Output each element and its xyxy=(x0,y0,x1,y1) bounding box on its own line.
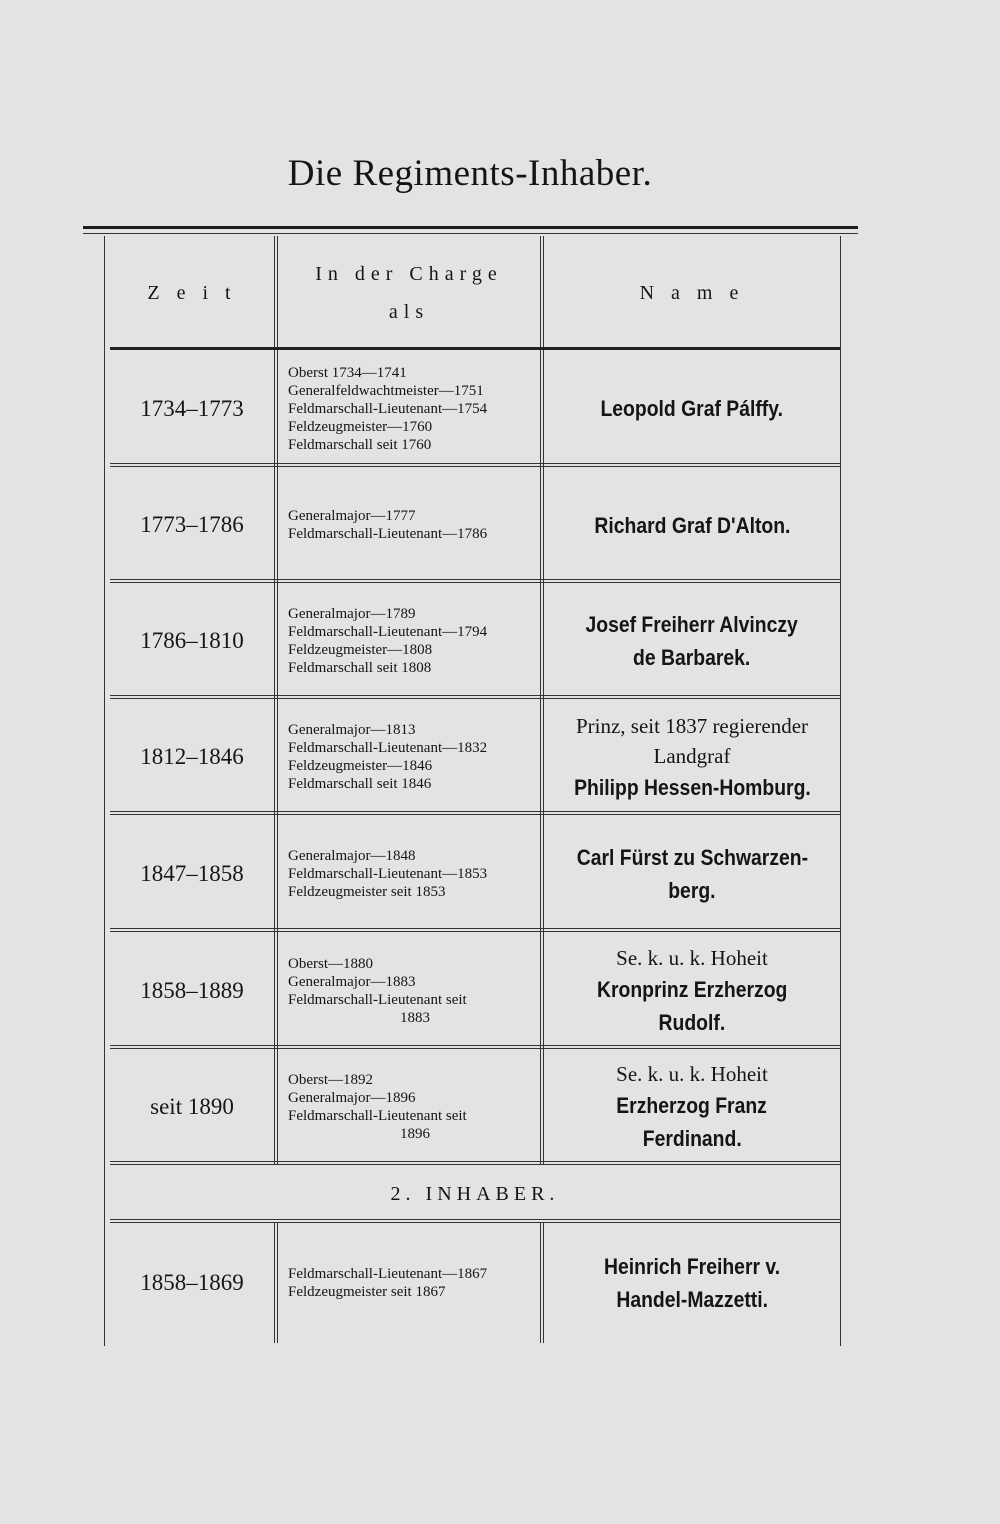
charge-line: 1883 xyxy=(400,1009,430,1026)
charge-line: Generalmajor—1813 xyxy=(288,722,416,738)
name-cell xyxy=(544,583,840,699)
name-line-plain: Se. k. u. k. Hoheit xyxy=(616,1062,768,1086)
zeit-cell: 1847–1858 xyxy=(140,860,244,886)
header-name: N a m e xyxy=(639,281,745,304)
name-line-plain: Landgraf xyxy=(653,743,731,768)
table-row xyxy=(110,815,840,932)
table-row xyxy=(110,467,840,583)
zeit-cell: 1858–1889 xyxy=(140,977,244,1003)
charge-line: Generalfeldwachtmeister—1751 xyxy=(288,382,484,399)
charge-line: Feldmarschall seit 1760 xyxy=(288,436,432,453)
header-zeit: Z e i t xyxy=(147,281,237,304)
name-line-plain: Prinz, seit 1837 regierender xyxy=(575,713,809,738)
charge-line: Generalmajor—1883 xyxy=(288,973,416,990)
header-charge xyxy=(274,236,544,350)
charge-line: Generalmajor—1896 xyxy=(288,1090,416,1106)
charge-line: Feldzeugmeister seit 1867 xyxy=(288,1284,446,1300)
zeit-cell: seit 1890 xyxy=(150,1094,234,1119)
name-cell xyxy=(544,932,840,1049)
name-line-bold: berg. xyxy=(668,877,716,903)
charge-line: Feldzeugmeister—1808 xyxy=(288,642,433,658)
zeit-cell: 1786–1810 xyxy=(140,628,244,653)
charge-line: 1896 xyxy=(400,1126,430,1142)
charge-line: Feldmarschall seit 1808 xyxy=(288,660,432,676)
zeit-cell: 1734–1773 xyxy=(140,395,244,421)
charge-line: Feldmarschall seit 1846 xyxy=(288,776,432,792)
name-line-bold: Josef Freiherr Alvinczy xyxy=(585,612,799,637)
charge-line: Feldmarschall-Lieutenant—1867 xyxy=(288,1266,488,1282)
table-body xyxy=(110,350,840,1165)
name-line-bold: Richard Graf D'Alton. xyxy=(593,512,791,538)
table-left-border xyxy=(104,236,105,1346)
name-line-bold: Ferdinand. xyxy=(642,1126,742,1151)
table-row xyxy=(110,699,840,815)
charge-line: Feldzeugmeister seit 1853 xyxy=(288,883,446,900)
name-cell xyxy=(544,699,840,815)
header-charge-line1: In der Charge xyxy=(315,263,503,285)
charge-cell xyxy=(274,815,544,932)
section-label: 2. INHABER. xyxy=(110,1165,840,1223)
table-row xyxy=(110,1049,840,1165)
charge-line: Feldmarschall-Lieutenant—1786 xyxy=(288,526,488,542)
regiments-table xyxy=(110,236,840,1343)
charge-cell xyxy=(274,932,544,1049)
charge-line: Generalmajor—1848 xyxy=(288,847,416,864)
table-row xyxy=(110,932,840,1049)
table-right-border xyxy=(840,236,841,1346)
charge-cell xyxy=(274,1049,544,1165)
page-title: Die Regiments-Inhaber. xyxy=(287,153,653,194)
table-row xyxy=(110,350,840,467)
charge-line: Feldmarschall-Lieutenant—1754 xyxy=(288,400,488,417)
name-line-bold: Erzherzog Franz xyxy=(616,1093,768,1118)
charge-line: Feldmarschall-Lieutenant—1853 xyxy=(288,865,488,882)
zeit-cell: 1858–1869 xyxy=(140,1270,244,1295)
charge-cell xyxy=(274,583,544,699)
name-line-plain: Se. k. u. k. Hoheit xyxy=(616,945,768,970)
name-line-bold: Carl Fürst zu Schwarzen- xyxy=(576,844,808,870)
zeit-cell: 1812–1846 xyxy=(140,744,244,769)
charge-line: Oberst—1892 xyxy=(288,1072,373,1088)
charge-line: Feldmarschall-Lieutenant seit xyxy=(288,1108,467,1124)
name-cell xyxy=(544,467,840,583)
charge-cell xyxy=(274,467,544,583)
zeit-cell: 1773–1786 xyxy=(140,512,244,537)
name-cell xyxy=(544,815,840,932)
name-line-bold: Kronprinz Erzherzog xyxy=(596,976,788,1002)
charge-line: Oberst 1734—1741 xyxy=(288,364,407,381)
name-line-bold: Philipp Hessen-Homburg. xyxy=(573,774,811,800)
name-line-bold: Leopold Graf Pálffy. xyxy=(600,396,784,421)
top-rule xyxy=(83,226,858,229)
charge-cell xyxy=(274,1223,544,1343)
charge-line: Generalmajor—1777 xyxy=(288,508,416,524)
name-cell xyxy=(544,1049,840,1165)
name-cell xyxy=(544,350,840,467)
name-line-bold: Heinrich Freiherr v. xyxy=(603,1254,781,1279)
charge-line: Feldmarschall-Lieutenant—1794 xyxy=(288,624,488,640)
name-line-bold: Handel-Mazzetti. xyxy=(616,1287,768,1312)
charge-line: Feldzeugmeister—1846 xyxy=(288,758,433,774)
top-rule-thin xyxy=(83,233,858,234)
charge-line: Feldmarschall-Lieutenant—1832 xyxy=(288,740,488,756)
table-body-second xyxy=(110,1223,840,1343)
charge-line: Feldmarschall-Lieutenant seit xyxy=(288,991,467,1008)
table-header xyxy=(110,236,840,350)
charge-line: Oberst—1880 xyxy=(288,955,373,972)
charge-line: Generalmajor—1789 xyxy=(288,606,416,622)
charge-cell xyxy=(274,699,544,815)
name-line-bold: de Barbarek. xyxy=(633,645,751,670)
table-row xyxy=(110,1223,840,1343)
header-charge-line2: als xyxy=(388,301,430,323)
charge-cell xyxy=(274,350,544,467)
name-cell xyxy=(544,1223,840,1343)
table-row xyxy=(110,583,840,699)
charge-line: Feldzeugmeister—1760 xyxy=(288,418,433,435)
name-line-bold: Rudolf. xyxy=(658,1009,726,1035)
